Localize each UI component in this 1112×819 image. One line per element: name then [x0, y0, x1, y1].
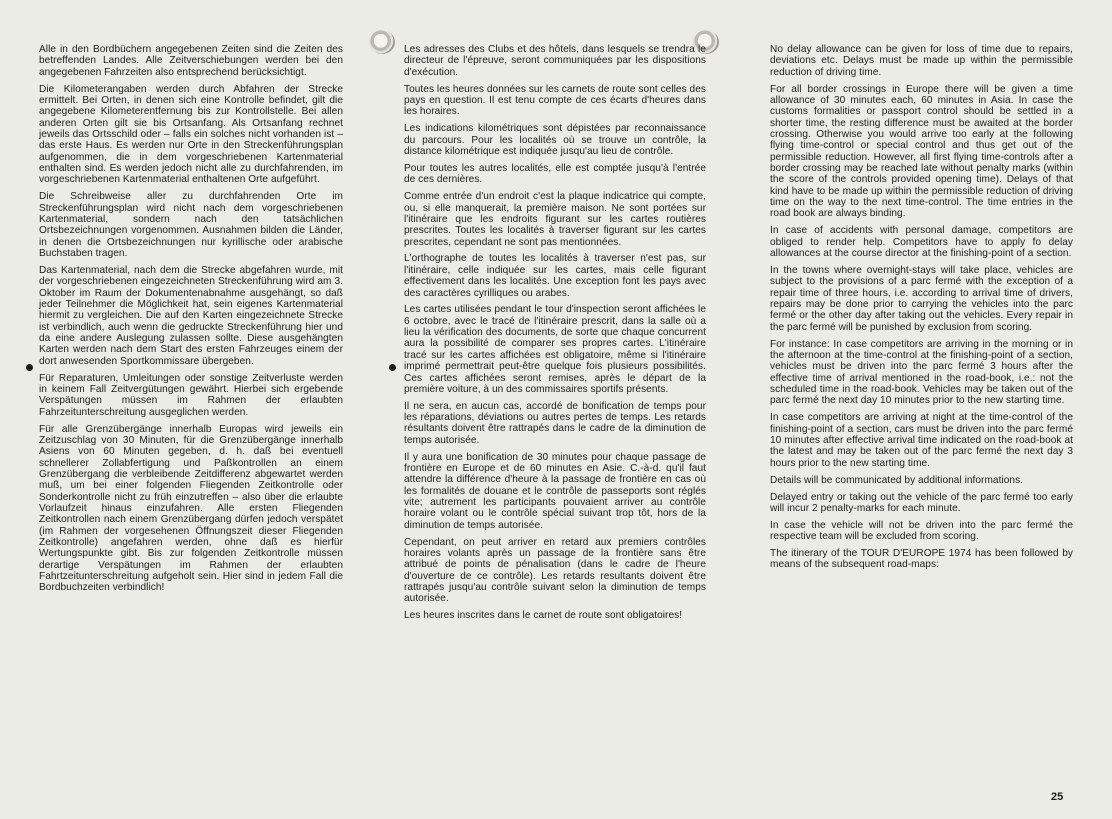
paragraph: Pour toutes les autres localités, elle est comptée jusqu'à l'entrée de ces dernières. [404, 162, 706, 186]
paragraph: Für Reparaturen, Umleitungen oder sonstige Zeitverluste werden in keinem Fall Zeitvergütungen gewährt. Hierbei sich ergebende Verspätungen müssen im Rahmen der erlaubten Fahrzeitunterschreitung ausgeglichen werden. [39, 372, 343, 418]
paragraph: Les heures inscrites dans le carnet de route sont obligatoires! [404, 610, 683, 622]
column-english [770, 44, 1073, 576]
paragraph: Delayed entry or taking out the vehicle of the parc fermé too early will incur 2 penalty-marks for each minute. [770, 491, 1073, 514]
paragraph: The itinerary of the TOUR D'EUROPE 1974 has been followed by means of the subsequent road-maps: [770, 548, 1073, 571]
paragraph: Für alle Grenzübergänge innerhalb Europas wird jeweils ein Zeitzuschlag von 30 Minuten, für die Grenzübergänge innerhalb Asiens von 60 Minuten gegeben, d. h. daß bei eventuell schnellerer Zollabfertigung und Paßkontrollen an einem Grenzübergang die verbleibende Zeitdifferenz abgewartet werden muß, um bei einer folgenden Fliegenden Zeitkontrolle oder Sonderkontrolle nicht zu früh einzutreffen – also über die erlaubte Vorlaufzeit hinaus einzufahren. Alle ersten Fliegenden Zeitkontrollen nach einem Grenzübergang dürfen jedoch verspätet (im Rahmen der vorgesehenen Öffnungszeit dieser Fliegenden Zeitkontrolle) angefahren werden, ohne daß es hierfür Wertungspunkte gibt. Bis zur folgenden Zeitkontrolle müssen derartige Verspätungen im Rahmen der erlaubten Fahrtzeitunterschreitung aufgeholt sein. Hier sind in jedem Fall die Bordbuchzeiten verbindlich! [39, 423, 343, 594]
bullet-marker-german [26, 364, 33, 371]
paragraph: Les adresses des Clubs et des hôtels, dans lesquels se trendra le directeur de l'épreuve, seront communiquées par les dispositions d'exécution. [404, 44, 706, 78]
paragraph: Toutes les heures données sur les carnets de route sont celles des pays en question. Il est tenu compte de ces écarts d'heures dans les horaires. [404, 83, 706, 118]
paragraph: Les cartes utilisées pendant le tour d'inspection seront affichées le 6 octobre, avec le tracé de l'itinéraire prescrit, dans la salle où a lieu la vérification des documents, de sorte que chaque concurrent aura la possibilité de comparer ses propres cartes. L'itinéraire tracé sur les cartes affichées est obligatoire, même si l'itinéraire imprimé permettrait peut-être quelque fois plusieurs possibilités. Ces cartes affichées seront remises, après le départ de la première voiture, à un des commissaires sportifs présents. [404, 304, 706, 395]
paragraph: Il ne sera, en aucun cas, accordé de bonification de temps pour les réparations, déviations ou autres pertes de temps. Les retards résultants doivent être rattrapés dans le cadre de la diminution de temps autorisée. [404, 400, 706, 446]
paragraph: Cependant, on peut arriver en retard aux premiers contrôles horaires volants après un passage de la frontière sans être attribué de points de pénalisation (dans le cadre de l'heure d'ouverture de ce contrôle). Les retards resultants doivent être rattrapés jusqu'au contrôle suivant selon la diminution de temps autorisée. [404, 536, 706, 605]
paragraph: Die Schreibweise aller zu durchfahrenden Orte im Streckenführungsplan wird nicht nach dem vorgeschriebenen Kartenmaterial, sondern nach den tatsächlichen Ortsbezeichnungen vorgenommen. Ausnahmen bilden die Länder, in denen die Ortsbezeichnungen nur kyrillische oder arabische Buchstaben tragen. [39, 191, 343, 260]
paragraph: For all border crossings in Europe there will be given a time allowance of 30 minutes each, 60 minutes in Asia. In case the customs formalities or passport control should be settled in a shorter time, the resting difference must be awaited at the border crossing. Otherwise you would arrive too early at the following flying time-control or special control and thus get out of the permissible reduction. However, all first flying time-controls after a border crossing may be reached late without penalty marks (within the score of the controls provided opening time). Delays of that kind have to be made up within the permissible reduction of driving time on the way to the next time-control. The time entries in the road book are always binding. [770, 83, 1073, 220]
paragraph: Alle in den Bordbüchern angegebenen Zeiten sind die Zeiten des betreffenden Landes. Alle Zeitverschiebungen werden bei den angegebenen Fahrzeiten also entsprechend berücksichtigt. [39, 44, 343, 78]
paragraph: Comme entrée d'un endroit c'est la plaque indicatrice qui compte, ou, si elle manquerait, la première maison. Ne sont portées sur l'itinéraire que les endroits figurant sur les cartes routières prescrites. Toutes les localités à traverser figurant sur les cartes prescrites, cependant ne sont pas mentionnées. [404, 191, 706, 248]
page-number: 25 [1051, 791, 1064, 803]
column-french [404, 44, 706, 627]
bullet-marker-french [389, 364, 396, 371]
paragraph: Das Kartenmaterial, nach dem die Strecke abgefahren wurde, mit der vorgeschriebenen eingezeichneten Streckenführung wird am 3. Oktober im Raum der Dokumentenabnahme ausgehängt, so daß jeder Teilnehmer die Möglichkeit hat, sein eigenes Kartenmaterial hiermit zu vergleichen. Die auf den Karten eingezeichnete Strecke ist verbindlich, auch wenn die gedruckte Streckenführung hier und da eine andere Auslegung zulassen sollte. Diese ausgehängten Karten werden nach dem Start des ersten Fahrzeuges einem der dort anwesenden Sportkommissare übergeben. [39, 264, 343, 367]
column-german [39, 44, 343, 599]
binder-hole-left [369, 30, 395, 54]
paragraph: No delay allowance can be given for loss of time due to repairs, deviations etc. Delays must be made up within the permissible reduction of driving time. [770, 44, 1073, 78]
paragraph: L'orthographe de toutes les localités à traverser n'est pas, sur l'itinéraire, celle indiquée sur les cartes, mais celle figurant effectivement dans les localités. Une exception font les pays avec des caractères cyrilliques ou arabes. [404, 253, 706, 299]
paragraph: In case of accidents with personal damage, competitors are obliged to render help. Competitors have to apply fo delay allowances at the course director at the finishing-point of a section. [770, 225, 1073, 260]
paragraph: Il y aura une bonification de 30 minutes pour chaque passage de frontière en Europe et de 60 minutes en Asie. C.-à-d. qu'il faut attendre la différence d'heure à la passage de frontière en cas où les formalités de douane et le contrôle de passeports sont réglés vite; autrement les participants pouvaient arriver au contrôle horaire volant ou le contrôle spécial suivant trop tôt, hors de la diminution de temps autorisée. [404, 451, 706, 531]
paragraph: For instance: In case competitors are arriving in the morning or in the afternoon at the time-control at the finishing-point of a section, vehicles must be driven into the parc fermé 3 hours after the effective time of arrival mentioned in the road-book, i.e.: not the scheduled time in the road-book. Vehicles may be taken out of the parc fermé the next day 10 minutes prior to the new starting time. [770, 338, 1073, 407]
paragraph: In the towns where overnight-stays will take place, vehicles are subject to the provisions of a parc fermé with the exception of a repair time of three hours, i.e. according to arrival time of drivers, repairs may be done prior to carrying the vehicles into the parc fermé or the other day after taking out the vehicles. Every repair in the parc fermé will be punished by exclusion from scoring. [770, 264, 1073, 333]
paragraph: In case competitors are arriving at night at the time-control of the finishing-point of a section, cars must be driven into the parc fermé 10 minutes after effective arrival time indicated on the road-book at the latest and may be taken out of the parc fermé the next day 3 hours prior to the new starting time. [770, 412, 1073, 469]
paragraph: In case the vehicle will not be driven into the parc fermé the respective team will be excluded from scoring. [770, 519, 1073, 543]
paragraph: Les indications kilométriques sont dépistées par reconnaissance du parcours. Pour les localités où se trouve un contrôle, la distance kilométrique est indiquée jusqu'au lieu de contrôle. [404, 123, 706, 157]
paragraph: Details will be communicated by additional informations. [770, 474, 1024, 486]
paragraph: Die Kilometerangaben werden durch Abfahren der Strecke ermittelt. Bei Orten, in denen sich eine Kontrolle befindet, gilt die angegebene Kilometerentfernung bis zur Kontrollstelle. Bei allen anderen Orten gilt sie bis Ortsanfang. Als Ortsanfang rechnet jeweils das Ortsschild oder – falls ein solches nicht vorhanden ist – das erste Haus. Es werden nur Orte in den Streckenführungsplan aufgenommen, die in dem vorgeschriebenen Kartenmaterial enthalten sind. Es werden jedoch nicht alle zu durchfahrenden, im vorgeschriebenen Kartenmaterial enthaltenen Orte aufgeführt. [39, 83, 343, 186]
